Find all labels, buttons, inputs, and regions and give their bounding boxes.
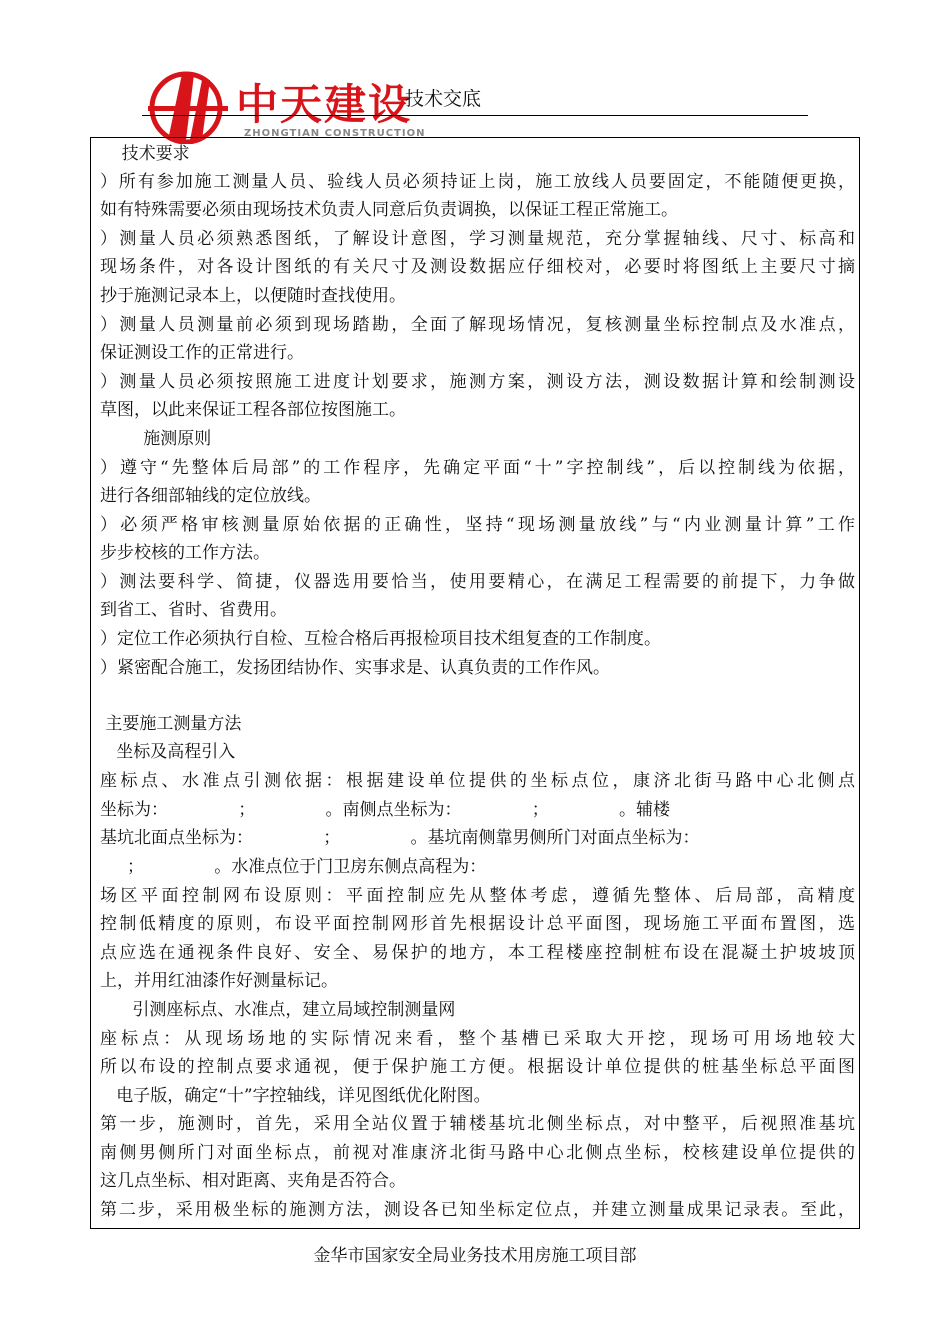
body-text-line: 技术要求 — [100, 144, 190, 164]
body-text-line: 抄于施测记录本上，以便随时查找使用。 — [100, 286, 406, 306]
body-text-line: ）测法要科学、简捷，仪器选用要恰当，使用要精心，在满足工程需要的前提下，力争做 — [100, 572, 855, 592]
body-text-line: 施测原则 — [100, 429, 212, 449]
body-text-line: 现场条件，对各设计图纸的有关尺寸及测设数据应仔细校对，必要时将图纸上主要尺寸摘 — [100, 257, 855, 277]
body-text-line: 电子版，确定“十”字控轴线，详见图纸优化附图。 — [100, 1086, 491, 1106]
body-text-line: 引测座标点、水准点，建立局域控制测量网 — [100, 1000, 456, 1020]
body-text-line: ）测量人员必须按照施工进度计划要求，施测方案，测设方法，测设数据计算和绘制测设 — [100, 372, 855, 392]
body-text-line: ）测量人员测量前必须到现场踏勘，全面了解现场情况，复核测量坐标控制点及水准点， — [100, 315, 855, 335]
body-text-line: 第二步，采用极坐标的施测方法，测设各已知坐标定位点，并建立测量成果记录表。至此， — [100, 1200, 855, 1220]
body-text-line: ； 。水准点位于门卫房东侧点高程为： — [100, 857, 487, 877]
body-text-line: 这几点坐标、相对距离、夹角是否符合。 — [100, 1171, 406, 1191]
body-text-line: 进行各细部轴线的定位放线。 — [100, 486, 321, 506]
body-text-line: 南侧男侧所门对面坐标点，前视对准康济北街马路中心北侧点坐标，校核建设单位提供的 — [100, 1143, 855, 1163]
body-text-line: 座标点、水准点引测依据：根据建设单位提供的坐标点位，康济北街马路中心北侧点 — [100, 771, 855, 791]
body-text-line: 保证测设工作的正常进行。 — [100, 343, 304, 363]
document-title: 技术交底 — [405, 88, 482, 110]
body-text-line: 主要施工测量方法 — [100, 714, 242, 734]
body-text-line: 如有特殊需要必须由现场技术负责人同意后负责调换，以保证工程正常施工。 — [100, 200, 678, 220]
body-text-line: 上，并用红油漆作好测量标记。 — [100, 971, 338, 991]
body-text-line: 步步校核的工作方法。 — [100, 543, 270, 563]
body-text-line: 到省工、省时、省费用。 — [100, 600, 287, 620]
body-text-line: 第一步，施测时，首先，采用全站仪置于辅楼基坑北侧坐标点，对中整平，后视照准基坑 — [100, 1114, 855, 1134]
body-text-line: 点应选在通视条件良好、安全、易保护的地方，本工程楼座控制桩布设在混凝土护坡坡顶 — [100, 943, 855, 963]
brand-name-en: ZHONGTIAN CONSTRUCTION — [244, 128, 426, 139]
footer-org-name: 金华市国家安全局业务技术用房施工项目部 — [313, 1246, 637, 1266]
body-text-line: 场区平面控制网布设原则：平面控制应先从整体考虑，遵循先整体、后局部，高精度 — [100, 886, 855, 906]
body-text-line: 所以布设的控制点要求通视，便于保护施工方便。根据设计单位提供的桩基坐标总平面图 — [100, 1057, 855, 1077]
body-text-line: ）紧密配合施工，发扬团结协作、实事求是、认真负责的工作作风。 — [100, 658, 610, 678]
body-text-line: ）遵守“先整体后局部”的工作程序，先确定平面“十”字控制线”，后以控制线为依据， — [100, 458, 855, 478]
brand-name-cn: 中天建设 — [236, 80, 413, 129]
body-text-line: ）定位工作必须执行自检、互检合格后再报检项目技术组复查的工作制度。 — [100, 629, 661, 649]
body-text-line: 座标点：从现场场地的实际情况来看，整个基槽已采取大开挖，现场可用场地较大 — [100, 1029, 855, 1049]
header-divider — [142, 115, 808, 116]
body-text-line: ）必须严格审核测量原始依据的正确性，坚持“现场测量放线”与“内业测量计算”工作 — [100, 515, 855, 535]
body-text-line: 坐标及高程引入 — [100, 742, 236, 762]
body-text-line: ）所有参加施工测量人员、验线人员必须持证上岗，施工放线人员要固定，不能随便更换， — [100, 172, 855, 192]
body-text-line: 草图，以此来保证工程各部位按图施工。 — [100, 400, 406, 420]
body-text-line: ）测量人员必须熟悉图纸，了解设计意图，学习测量规范，充分掌握轴线、尺寸、标高和 — [100, 229, 855, 249]
body-text-line: 坐标为： ； 。南侧点坐标为： ； 。辅楼 — [100, 800, 670, 820]
body-text-line: 基坑北面点坐标为： ； 。基坑南侧靠男侧所门对面点坐标为： — [100, 828, 700, 848]
body-text-line: 控制低精度的原则，布设平面控制网形首先根据设计总平面图，现场施工平面布置图，选 — [100, 914, 855, 934]
